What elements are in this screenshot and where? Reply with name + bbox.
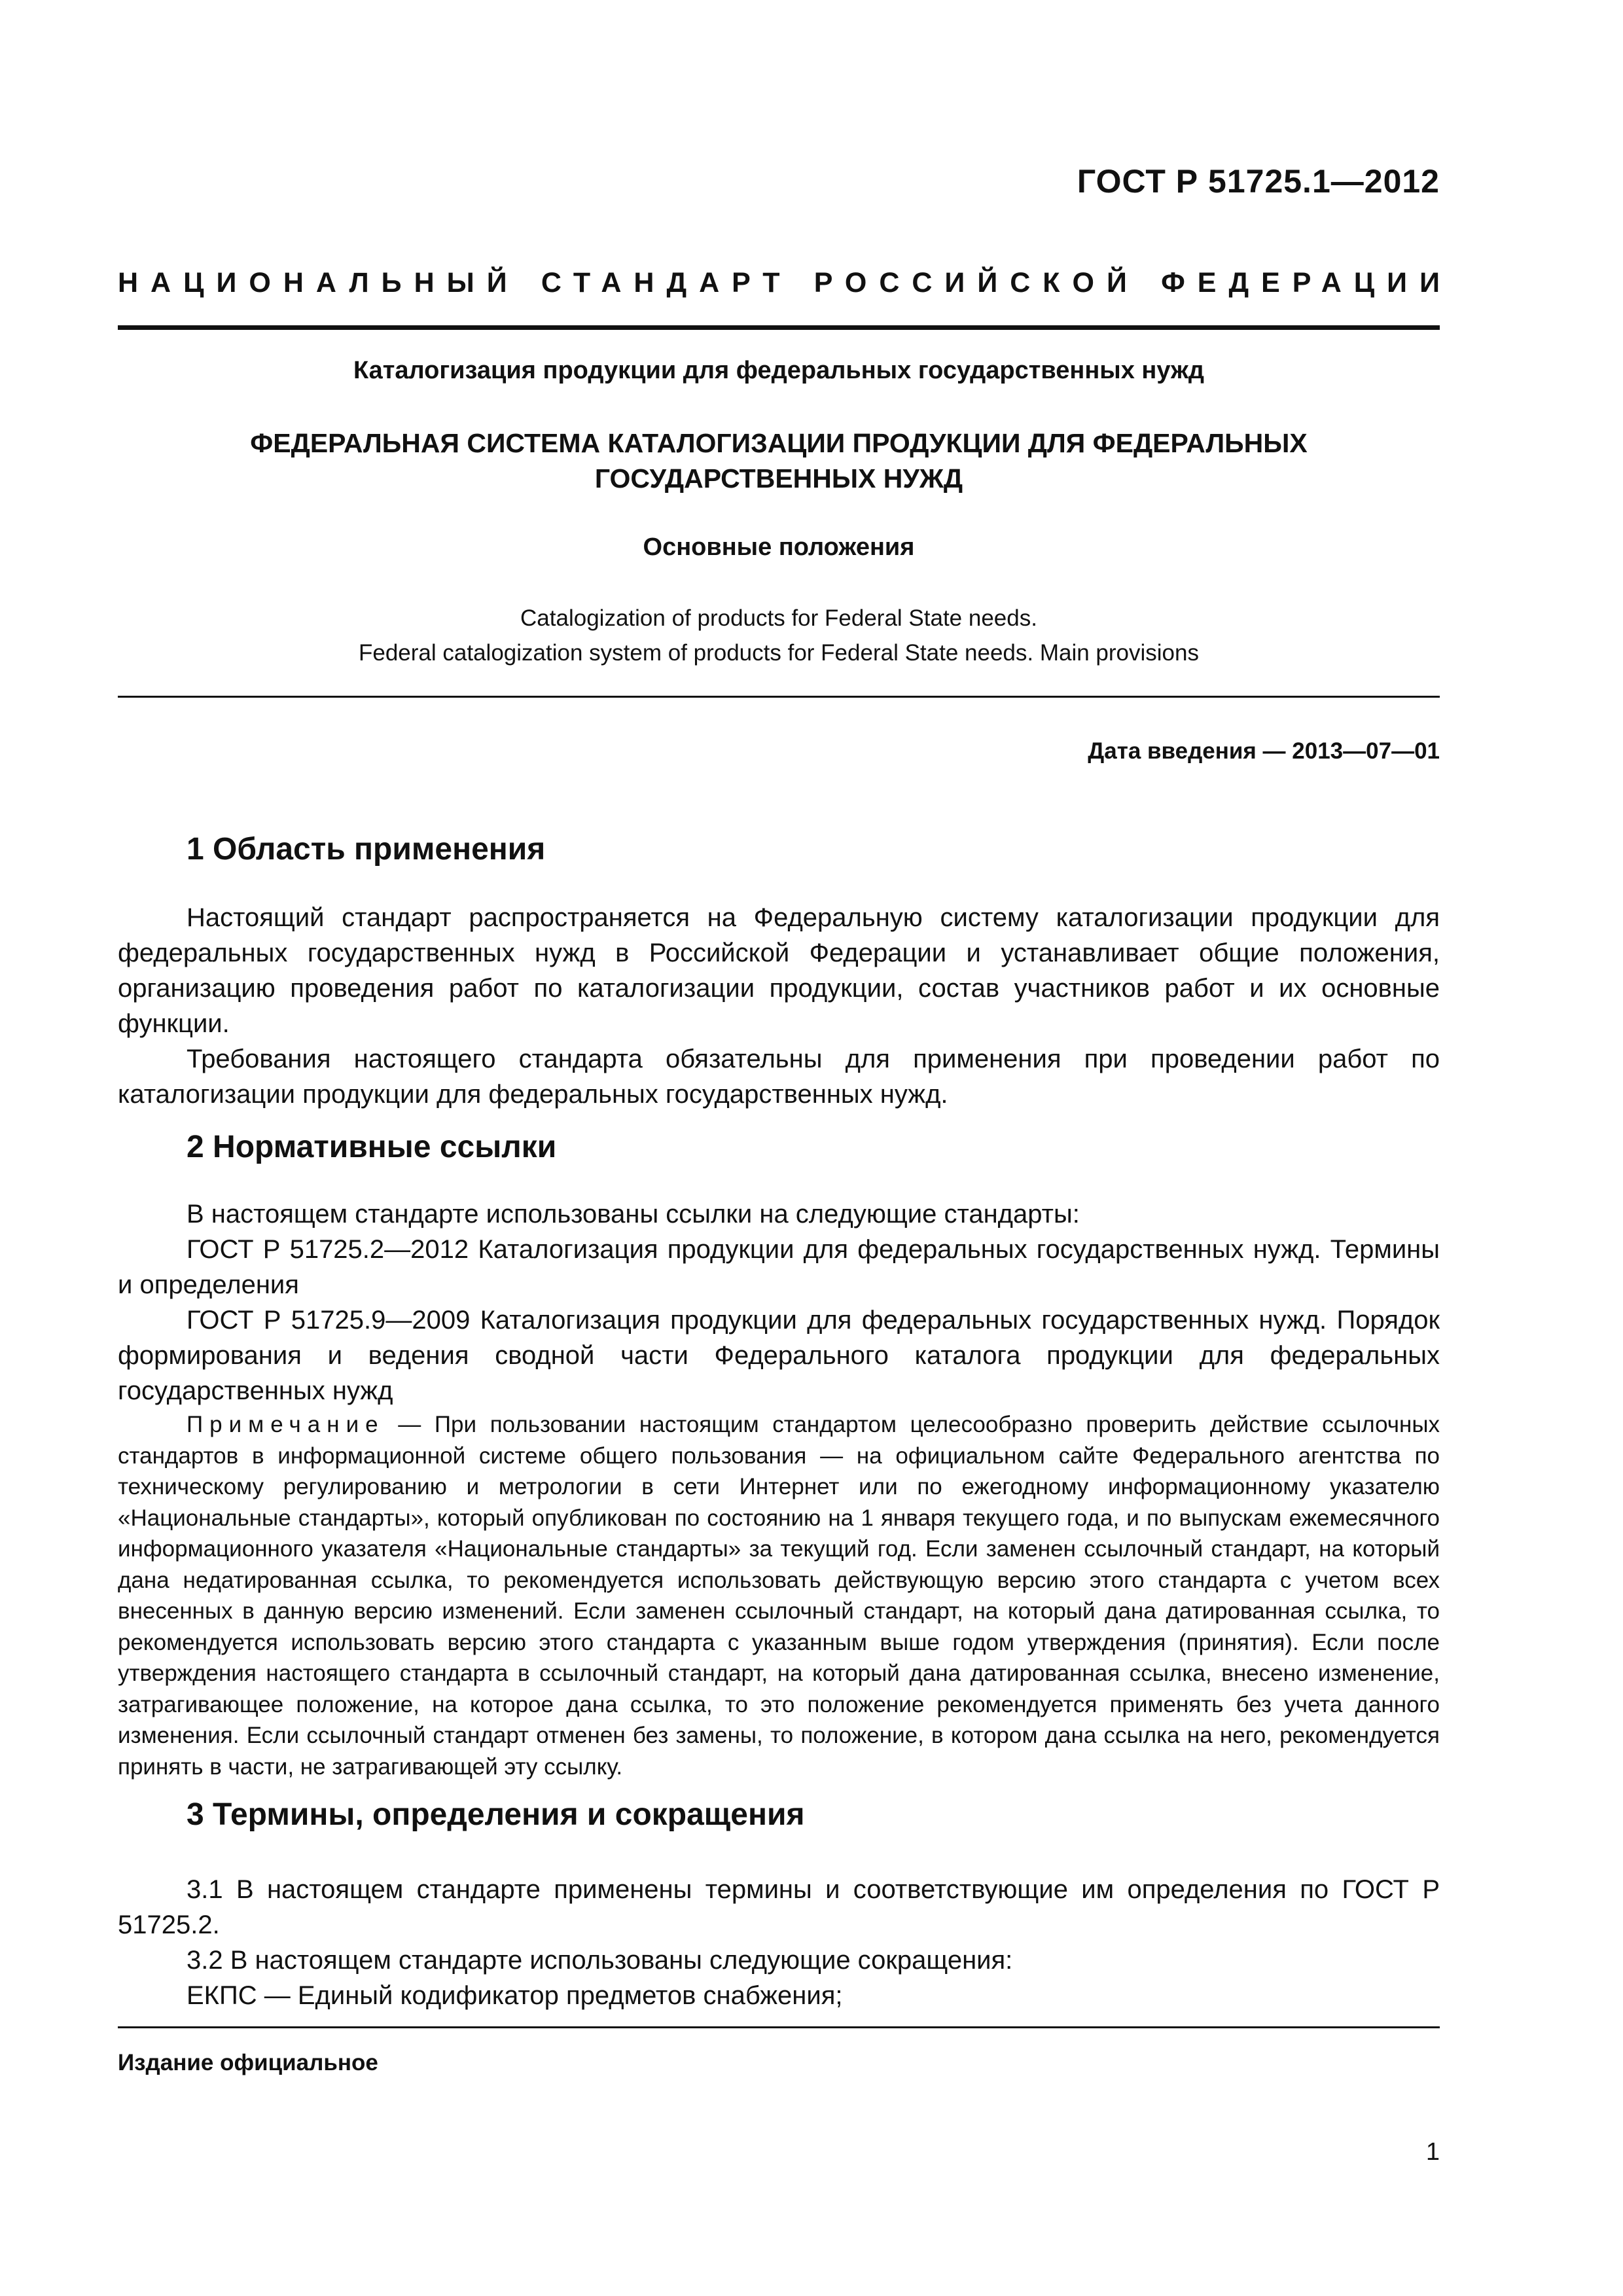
introduction-date: Дата введения — 2013—07—01 xyxy=(1088,738,1440,764)
paragraph: 3.1 В настоящем стандарте применены термины и соответствующие им определения по ГОСТ Р 51725.2. xyxy=(118,1875,1440,1939)
note-block xyxy=(118,1409,1440,1782)
banner-word: СТАНДАРТ xyxy=(541,267,793,298)
paragraph: ГОСТ Р 51725.2—2012 Каталогизация продукции для федеральных государственных нужд. Термины и определения xyxy=(118,1235,1440,1299)
document-page xyxy=(118,0,1452,2296)
main-title-line: ГОСУДАРСТВЕННЫХ НУЖД xyxy=(594,463,963,493)
banner-word: НАЦИОНАЛЬНЫЙ xyxy=(118,267,520,298)
section-body xyxy=(118,900,1440,1112)
paragraph: 3.2 В настоящем стандарте использованы следующие сокращения: xyxy=(187,1946,1013,1975)
edition-label: Издание официальное xyxy=(118,2050,378,2075)
english-title-line: Federal catalogization system of products for Federal State needs. Main provisions xyxy=(359,640,1199,666)
note-text: — При пользовании настоящим стандартом целесообразно проверить действие ссылочных стандартов в информационной системе общего пользования — на официальном сайте Федерального агентства по техническому регулированию и метрологии в сети Интернет или по ежегодному информационному указателю «Национальные стандарты», который опубликован по состоянию на 1 января текущего года, и по выпускам ежемесячного информационного указателя «Национальные стандарты» за текущий год. Если заменен ссылочный стандарт, на который дана недатированная ссылка, то рекомендуется использовать действующую версию этого стандарта с учетом всех внесенных в данную версию изменений. Если заменен ссылочный стандарт, на который дана датированная ссылка, то рекомендуется использовать версию этого стандарта с указанным выше годом утверждения (принятия). Если после утверждения настоящего стандарта в ссылочный стандарт, на который дана датированная ссылка, внесено изменение, затрагивающее положение, на которое дана ссылка, то это положение рекомендуется применять без учета данного изменения. Если ссылочный стандарт отменен без замены, то положение, в котором дана ссылка на него, рекомендуется принять в части, не затрагивающей эту ссылку. xyxy=(118,1412,1440,1780)
document-id: ГОСТ Р 51725.1—2012 xyxy=(1077,163,1440,200)
paragraph: ГОСТ Р 51725.9—2009 Каталогизация продукции для федеральных государственных нужд. Порядок формирования и ведения сводной части Федерального каталога продукции для федеральных государственных нужд xyxy=(118,1306,1440,1405)
english-title-line: Catalogization of products for Federal State needs. xyxy=(520,605,1037,631)
main-title-line: ФЕДЕРАЛЬНАЯ СИСТЕМА КАТАЛОГИЗАЦИИ ПРОДУКЦИИ ДЛЯ ФЕДЕРАЛЬНЫХ xyxy=(250,428,1308,458)
footer-rule xyxy=(118,2026,1440,2028)
document-subtitle: Каталогизация продукции для федеральных государственных нужд xyxy=(353,357,1205,384)
paragraph: В настоящем стандарте использованы ссылки на следующие стандарты: xyxy=(187,1200,1080,1229)
document-part-title: Основные положения xyxy=(643,533,915,561)
section-heading: 3 Термины, определения и сокращения xyxy=(187,1797,805,1832)
section-heading: 1 Область применения xyxy=(187,832,546,867)
paragraph: Настоящий стандарт распространяется на Федеральную систему каталогизации продукции для федеральных государственных нужд в Российской Федерации и устанавливает общие положения, организацию проведения работ по каталогизации продукции, состав участников работ и их основные функции. xyxy=(118,903,1440,1038)
english-title xyxy=(118,601,1440,670)
title-rule xyxy=(118,696,1440,698)
banner-word: ФЕДЕРАЦИИ xyxy=(1161,267,1452,298)
header-rule xyxy=(118,325,1440,330)
document-main-title xyxy=(118,425,1440,496)
page-number: 1 xyxy=(1425,2138,1440,2166)
note-paragraph xyxy=(118,1409,1440,1782)
section-body xyxy=(118,1196,1440,1408)
section-body xyxy=(118,1872,1440,2013)
note-label: Примечание xyxy=(187,1412,385,1437)
paragraph: Требования настоящего стандарта обязательны для применения при проведении работ по каталогизации продукции для федеральных государственных нужд. xyxy=(118,1045,1440,1109)
banner-word: РОССИЙСКОЙ xyxy=(813,267,1139,298)
paragraph: ЕКПС — Единый кодификатор предметов снабжения; xyxy=(187,1981,843,2010)
national-standard-banner xyxy=(118,267,1452,299)
section-heading: 2 Нормативные ссылки xyxy=(187,1130,557,1164)
